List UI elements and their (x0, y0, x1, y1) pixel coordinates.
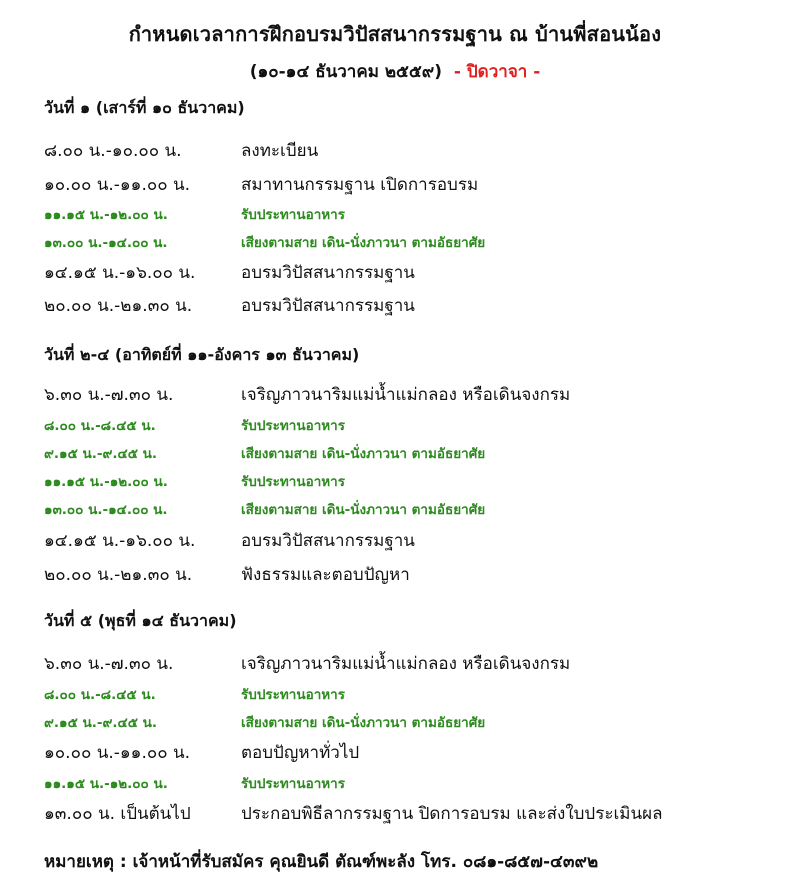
row-time: ๑๐.๐๐ น.-๑๑.๐๐ น. (44, 743, 191, 763)
row-activity: เสียงตามสาย เดิน-นั่งภาวนา ตามอัธยาศัย (241, 446, 486, 462)
row-activity: อบรมวิปัสสนากรรมฐาน (241, 531, 415, 551)
row-activity: อบรมวิปัสสนากรรมฐาน (241, 263, 415, 283)
row-activity: รับประทานอาหาร (241, 687, 346, 703)
row-activity: เจริญภาวนาริมแม่น้ำแม่กลอง หรือเดินจงกรม (241, 385, 571, 405)
row-activity: รับประทานอาหาร (241, 776, 346, 792)
day-5-heading: วันที่ ๕ (พุธที่ ๑๔ ธันวาคม) (44, 611, 237, 630)
day-2-4-heading: วันที่ ๒-๔ (อาทิตย์ที่ ๑๑-อังคาร ๑๓ ธันวาคม) (44, 345, 360, 364)
row-time: ๑๑.๑๕ น.-๑๒.๐๐ น. (44, 474, 168, 490)
row-time: ๑๓.๐๐ น.-๑๔.๐๐ น. (44, 502, 168, 518)
row-time: ๒๐.๐๐ น.-๒๑.๓๐ น. (44, 296, 193, 316)
date-range: (๑๐-๑๔ ธันวาคม ๒๕๕๙) (249, 62, 442, 82)
row-time: ๘.๐๐ น.-๘.๔๕ น. (44, 418, 156, 434)
remark-contact: หมายเหตุ : เจ้าหน้าที่รับสมัคร คุณยินดี ตัณฑ์พะลัง โทร. ๐๘๑-๘๕๗-๔๓๙๒ (44, 852, 599, 872)
row-activity: ฟังธรรมและตอบปัญหา (241, 565, 410, 585)
row-time: ๙.๑๕ น.-๙.๔๕ น. (44, 715, 157, 731)
row-time: ๑๔.๑๕ น.-๑๖.๐๐ น. (44, 531, 196, 551)
row-time: ๘.๐๐ น.-๑๐.๐๐ น. (44, 141, 182, 161)
row-activity: อบรมวิปัสสนากรรมฐาน (241, 296, 415, 316)
row-activity: เจริญภาวนาริมแม่น้ำแม่กลอง หรือเดินจงกรม (241, 654, 571, 674)
row-time: ๑๐.๐๐ น.-๑๑.๐๐ น. (44, 175, 191, 195)
row-activity: รับประทานอาหาร (241, 474, 346, 490)
row-activity: รับประทานอาหาร (241, 207, 346, 223)
row-time: ๖.๓๐ น.-๗.๓๐ น. (44, 385, 174, 405)
row-time: ๑๑.๑๕ น.-๑๒.๐๐ น. (44, 207, 168, 223)
row-time: ๑๓.๐๐ น. เป็นต้นไป (44, 804, 191, 824)
row-activity: สมาทานกรรมฐาน เปิดการอบรม (241, 175, 479, 195)
row-activity: เสียงตามสาย เดิน-นั่งภาวนา ตามอัธยาศัย (241, 235, 486, 251)
row-activity: เสียงตามสาย เดิน-นั่งภาวนา ตามอัธยาศัย (241, 715, 486, 731)
row-time: ๒๐.๐๐ น.-๒๑.๓๐ น. (44, 565, 193, 585)
page-title: กำหนดเวลาการฝึกอบรมวิปัสสนากรรมฐาน ณ บ้านพี่สอนน้อง (128, 22, 662, 46)
row-activity: เสียงตามสาย เดิน-นั่งภาวนา ตามอัธยาศัย (241, 502, 486, 518)
page-subtitle (0, 58, 790, 85)
silence-note: - ปิดวาจา - (453, 62, 541, 82)
row-activity: รับประทานอาหาร (241, 418, 346, 434)
row-time: ๑๓.๐๐ น.-๑๔.๐๐ น. (44, 235, 168, 251)
row-activity: ประกอบพิธีลากรรมฐาน ปิดการอบรม และส่งใบประเมินผล (241, 804, 663, 824)
day-1-heading: วันที่ ๑ (เสาร์ที่ ๑๐ ธันวาคม) (44, 98, 245, 117)
row-activity: ลงทะเบียน (241, 141, 319, 161)
row-time: ๙.๑๕ น.-๙.๔๕ น. (44, 446, 157, 462)
row-time: ๑๑.๑๕ น.-๑๒.๐๐ น. (44, 776, 168, 792)
row-activity: ตอบปัญหาทั่วไป (241, 743, 360, 763)
row-time: ๑๔.๑๕ น.-๑๖.๐๐ น. (44, 263, 196, 283)
row-time: ๖.๓๐ น.-๗.๓๐ น. (44, 654, 174, 674)
row-time: ๘.๐๐ น.-๘.๔๕ น. (44, 687, 156, 703)
